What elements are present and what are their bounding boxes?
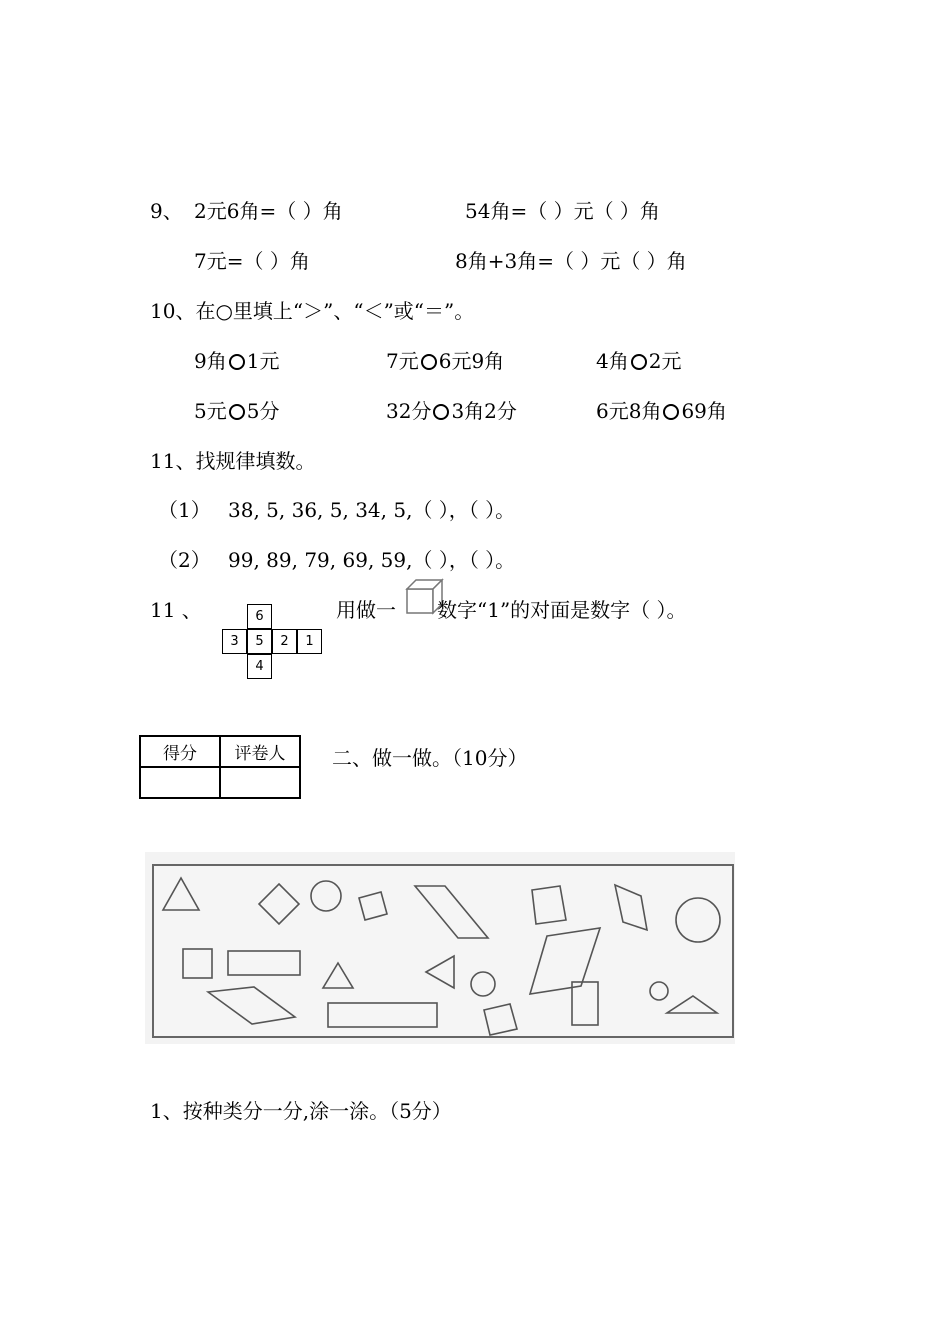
cube-net-diagram (222, 604, 322, 682)
q9-label: 9、 (150, 199, 183, 223)
q10-item-4: 5元 5分 (194, 399, 280, 423)
q11-title: 11、找规律填数。 (150, 449, 316, 473)
compare-circle-icon (631, 354, 647, 370)
score-header: 得分 (140, 736, 220, 767)
shapes-illustration (145, 852, 735, 1044)
net-cell: 2 (272, 629, 297, 654)
grader-header: 评卷人 (220, 736, 300, 767)
compare-circle-icon (663, 404, 679, 420)
score-table (139, 735, 301, 799)
net-cell: 5 (247, 629, 272, 654)
compare-circle-icon (421, 354, 437, 370)
q9-item-a: 2元6角=（ ）角 (194, 199, 343, 223)
q10-item-3: 4角 2元 (596, 349, 682, 373)
q9-item-b: 54角=（ ）元（ ）角 (465, 199, 660, 223)
net-cell: 3 (222, 629, 247, 654)
q11-row1-sequence: 38, 5, 36, 5, 34, 5,（ ），（ ）。 (228, 498, 516, 522)
q10-item-2: 7元 6元9角 (386, 349, 505, 373)
q10-item-5: 32分 3角2分 (386, 399, 517, 423)
q10-item-1: 9角 1元 (194, 349, 280, 373)
q9-item-d: 8角+3角=（ ）元（ ）角 (455, 249, 687, 273)
q11b-text-start: 用做一 (336, 598, 396, 622)
compare-circle-icon (433, 404, 449, 420)
net-cell-bottom: 4 (247, 654, 272, 679)
q11b-label: 11 、 (150, 598, 202, 622)
section-2-title: 二、做一做。（10分） (332, 746, 528, 770)
compare-circle-icon (229, 404, 245, 420)
q9-item-c: 7元=（ ）角 (194, 249, 310, 273)
q10-title: 10、在○里填上“＞”、“＜”或“＝”。 (150, 299, 475, 323)
grader-cell[interactable] (220, 767, 300, 798)
q11-row1-label: （1） (158, 498, 211, 522)
score-cell[interactable] (140, 767, 220, 798)
net-cell: 1 (297, 629, 322, 654)
q11-row2-sequence: 99, 89, 79, 69, 59,（ ），（ ）。 (228, 548, 516, 572)
shapes-picture (145, 852, 735, 1044)
q11b-text-end: 数字“1”的对面是数字（ ）。 (437, 598, 687, 622)
q10-item-6: 6元8角 69角 (596, 399, 727, 423)
q11-row2-label: （2） (158, 548, 211, 572)
compare-circle-icon (229, 354, 245, 370)
task-1-text: 1、按种类分一分,涂一涂。（5分） (150, 1099, 452, 1123)
net-cell-top: 6 (247, 604, 272, 629)
